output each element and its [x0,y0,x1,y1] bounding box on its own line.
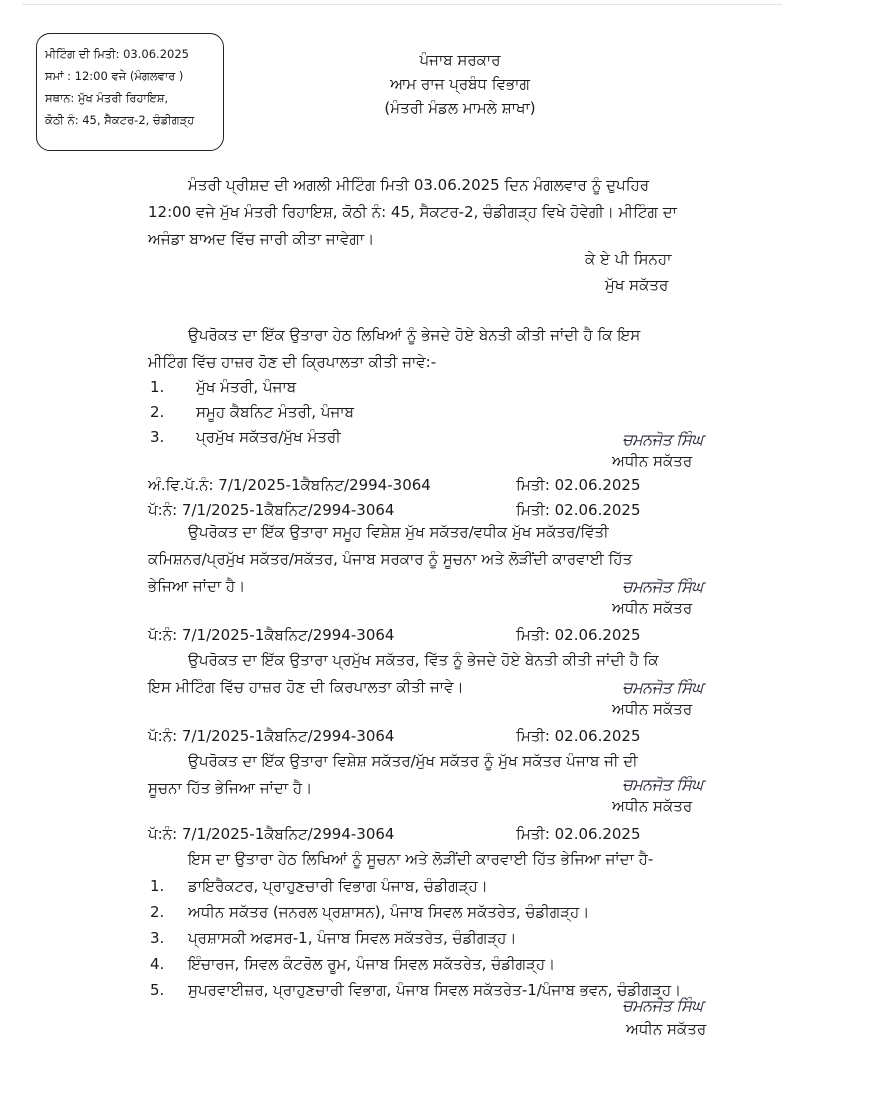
copy3-paragraph: ਉਪਰੋਕਤ ਦਾ ਇੱਕ ਉਤਾਰਾ ਪ੍ਰਮੁੱਖ ਸਕੱਤਰ, ਵਿੱਤ ਨੂੰ ਭੇਜਦੇ ਹੋਏ ਬੇਨਤੀ ਕੀਤੀ ਜਾਂਦੀ ਹੈ ਕਿ ਇਸ ਮੀਟਿੰਗ ਵਿੱਚ ਹਾਜ਼ਰ ਹੋਣ ਦੀ ਕਿਰਪਾਲਤਾ ਕੀਤੀ ਜਾਵੇ। [148,651,659,696]
meeting-venue: ਸਥਾਨ: ਮੁੱਖ ਮੰਤਰੀ ਰਿਹਾਇਸ਼, [45,91,169,105]
list-item: ਪ੍ਰਸ਼ਾਸਕੀ ਅਫਸਰ-1, ਪੰਜਾਬ ਸਿਵਲ ਸਕੱਤਰੇਤ, ਚੰਡੀਗੜ੍ਹ। [188,929,517,947]
under-secretary-title: ਅਧੀਨ ਸਕੱਤਰ [626,1020,707,1038]
list-item: ਮੁੱਖ ਮੰਤਰੀ, ਪੰਜਾਬ [196,378,297,396]
list-item-number: 3. [150,428,165,446]
reference-date: ਮਿਤੀ: 02.06.2025 [516,476,641,494]
reference-number: ਪੱ:ਨੰ: 7/1/2025-1ਕੈਬਨਿਟ/2994-3064 [148,825,395,843]
list-item-number: 2. [150,903,165,921]
reference-date: ਮਿਤੀ: 02.06.2025 [516,727,641,745]
copy4-paragraph: ਉਪਰੋਕਤ ਦਾ ਇੱਕ ਉਤਾਰਾ ਵਿਸ਼ੇਸ਼ ਸਕੱਤਰ/ਮੁੱਖ ਸਕੱਤਰ ਨੂੰ ਮੁੱਖ ਸਕੱਤਰ ਪੰਜਾਬ ਜੀ ਦੀ ਸੂਚਨਾ ਹਿੱਤ ਭੇਜਿਆ ਜਾਂਦਾ ਹੈ। [148,752,638,797]
header-government: ਪੰਜਾਬ ਸਰਕਾਰ [419,51,501,69]
chief-secretary-title: ਮੁੱਖ ਸਕੱਤਰ [605,276,669,294]
list-item-number: 3. [150,929,165,947]
under-secretary-title: ਅਧੀਨ ਸਕੱਤਰ [612,700,693,718]
reference-number: ਪੱ:ਨੰ: 7/1/2025-1ਕੈਬਨਿਟ/2994-3064 [148,501,395,519]
list-item: ਡਾਇਰੈਕਟਰ, ਪ੍ਰਾਹੁਣਚਾਰੀ ਵਿਭਾਗ ਪੰਜਾਬ, ਚੰਡੀਗੜ੍ਹ। [188,877,488,895]
signature-scribble: ਚਮਨਜੋਤ ਸਿੰਘ [622,775,703,794]
reference-date: ਮਿਤੀ: 02.06.2025 [516,825,641,843]
copy5-intro: ਇਸ ਦਾ ਉਤਾਰਾ ਹੇਠ ਲਿਖਿਆਂ ਨੂੰ ਸੂਚਨਾ ਅਤੇ ਲੋੜੀਂਦੀ ਕਾਰਵਾਈ ਹਿੱਤ ਭੇਜਿਆ ਜਾਂਦਾ ਹੈ- [188,850,654,868]
meeting-time: ਸਮਾਂ : 12:00 ਵਜੇ (ਮੰਗਲਵਾਰ ) [45,69,184,83]
reference-number: ਪੱ:ਨੰ: 7/1/2025-1ਕੈਬਨਿਟ/2994-3064 [148,626,395,644]
meeting-date: ਮੀਟਿੰਗ ਦੀ ਮਿਤੀ: 03.06.2025 [45,47,189,61]
signature-scribble: ਚਮਨਜੋਤ ਸਿੰਘ [622,996,703,1015]
header-branch: (ਮੰਤਰੀ ਮੰਡਲ ਮਾਮਲੇ ਸ਼ਾਖਾ) [384,99,536,117]
list-item: ਸੁਪਰਵਾਈਜ਼ਰ, ਪ੍ਰਾਹੁਣਚਾਰੀ ਵਿਭਾਗ, ਪੰਜਾਬ ਸਿਵਲ ਸਕੱਤਰੇਤ-1/ਪੰਜਾਬ ਭਵਨ, ਚੰਡੀਗੜ੍ਹ। [188,981,682,999]
list-item-number: 5. [150,981,165,999]
chief-secretary-name: ਕੇ ਏ ਪੀ ਸਿਨਹਾ [585,250,672,268]
reference-number: ਅੰ.ਵਿ.ਪੱ.ਨੰ: 7/1/2025-1ਕੈਬਨਿਟ/2994-3064 [148,476,431,494]
list-item-number: 1. [150,877,165,895]
under-secretary-title: ਅਧੀਨ ਸਕੱਤਰ [612,797,693,815]
list-item: ਸਮੂਹ ਕੈਬਨਿਟ ਮੰਤਰੀ, ਪੰਜਾਬ [196,403,354,421]
list-item-number: 1. [150,378,165,396]
reference-date: ਮਿਤੀ: 02.06.2025 [516,626,641,644]
list-item-number: 4. [150,955,165,973]
under-secretary-title: ਅਧੀਨ ਸਕੱਤਰ [612,599,693,617]
top-border-line [22,4,782,5]
copy1-paragraph: ਉਪਰੋਕਤ ਦਾ ਇੱਕ ਉਤਾਰਾ ਹੇਠ ਲਿਖਿਆਂ ਨੂੰ ਭੇਜਦੇ ਹੋਏ ਬੇਨਤੀ ਕੀਤੀ ਜਾਂਦੀ ਹੈ ਕਿ ਇਸ ਮੀਟਿੰਗ ਵਿੱਚ ਹਾਜ਼ਰ ਹੋਣ ਦੀ ਕ੍ਰਿਪਾਲਤਾ ਕੀਤੀ ਜਾਵੇ:- [148,326,641,371]
signature-scribble: ਚਮਨਜੋਤ ਸਿੰਘ [622,430,703,449]
signature-scribble: ਚਮਨਜੋਤ ਸਿੰਘ [622,678,703,697]
reference-number: ਪੱ:ਨੰ: 7/1/2025-1ਕੈਬਨਿਟ/2994-3064 [148,727,395,745]
header-department: ਆਮ ਰਾਜ ਪ੍ਰਬੰਧ ਵਿਭਾਗ [390,75,530,93]
list-item: ਅਧੀਨ ਸਕੱਤਰ (ਜਨਰਲ ਪ੍ਰਸ਼ਾਸਨ), ਪੰਜਾਬ ਸਿਵਲ ਸਕੱਤਰੇਤ, ਚੰਡੀਗੜ੍ਹ। [188,903,590,921]
copy2-paragraph: ਉਪਰੋਕਤ ਦਾ ਇੱਕ ਉਤਾਰਾ ਸਮੂਹ ਵਿਸ਼ੇਸ਼ ਮੁੱਖ ਸਕੱਤਰ/ਵਧੀਕ ਮੁੱਖ ਸਕੱਤਰ/ਵਿੱਤੀ ਕਮਿਸ਼ਨਰ/ਪ੍ਰਮੁੱਖ ਸਕੱਤਰ/ਸਕੱਤਰ, ਪੰਜਾਬ ਸਰਕਾਰ ਨੂੰ ਸੂਚਨਾ ਅਤੇ ਲੋੜੀਂਦੀ ਕਾਰਵਾਈ ਹਿੱਤ ਭੇਜਿਆ ਜਾਂਦਾ ਹੈ। [148,523,633,595]
under-secretary-title: ਅਧੀਨ ਸਕੱਤਰ [612,452,693,470]
meeting-address: ਕੋਠੀ ਨੰ: 45, ਸੈਕਟਰ-2, ਚੰਡੀਗੜ੍ਹ [45,113,195,127]
list-item: ਇੰਚਾਰਜ, ਸਿਵਲ ਕੰਟਰੋਲ ਰੂਮ, ਪੰਜਾਬ ਸਿਵਲ ਸਕੱਤਰੇਤ, ਚੰਡੀਗੜ੍ਹ। [188,955,556,973]
reference-date: ਮਿਤੀ: 02.06.2025 [516,501,641,519]
meeting-info-box [36,33,224,151]
document-header [300,48,620,120]
intro-paragraph: ਮੰਤਰੀ ਪ੍ਰੀਸ਼ਦ ਦੀ ਅਗਲੀ ਮੀਟਿੰਗ ਮਿਤੀ 03.06.2025 ਦਿਨ ਮੰਗਲਵਾਰ ਨੂੰ ਦੁਪਹਿਰ 12:00 ਵਜੇ ਮੁੱਖ ਮੰਤਰੀ ਰਿਹਾਇਸ਼, ਕੋਠੀ ਨੰ: 45, ਸੈਕਟਰ-2, ਚੰਡੀਗੜ੍ਹ ਵਿਖੇ ਹੋਵੇਗੀ। ਮੀਟਿੰਗ ਦਾ ਅਜੰਡਾ ਬਾਅਦ ਵਿੱਚ ਜਾਰੀ ਕੀਤਾ ਜਾਵੇਗਾ। [148,176,677,248]
signature-scribble: ਚਮਨਜੋਤ ਸਿੰਘ [622,577,703,596]
list-item: ਪ੍ਰਮੁੱਖ ਸਕੱਤਰ/ਮੁੱਖ ਮੰਤਰੀ [196,428,341,446]
list-item-number: 2. [150,403,165,421]
